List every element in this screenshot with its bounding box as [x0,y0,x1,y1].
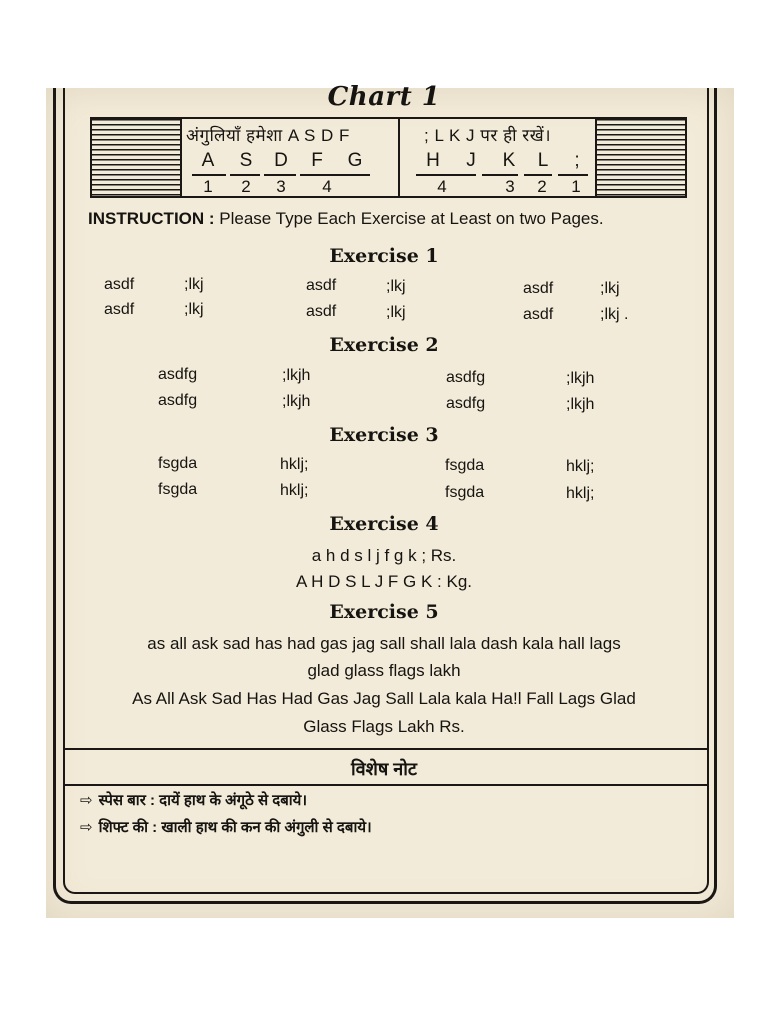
exercise-2-title: Exercise 2 [329,334,439,356]
drill-word: hklj; [280,482,309,499]
special-note-title: विशेष नोट [350,759,418,779]
decorative-stripes-left [92,119,180,196]
key-letter: L [537,150,549,171]
drill-word: asdf [104,276,135,293]
left-hand-keys [182,119,398,196]
arrow-right-icon: ⇨ [80,819,93,836]
key-letter: G [347,150,363,171]
drill-word: asdf [306,277,337,294]
drill-word: ;lkjh [566,370,595,387]
drill-word: hklj; [280,456,309,473]
drill-line: As All Ask Sad Has Had Gas Jag Sall Lala kala Ha!l Fall Lags Glad [132,689,636,708]
finger-number: 3 [276,177,286,196]
drill-word: fsgda [158,455,198,472]
arrow-right-icon: ⇨ [80,792,93,809]
finger-number: 1 [203,177,213,196]
drill-word: ;lkj [386,278,406,295]
key-letter: ; [574,150,580,171]
drill-line: Glass Flags Lakh Rs. [303,717,465,736]
finger-number: 1 [571,177,581,196]
key-letter: J [466,150,476,171]
drill-word: fsgda [158,481,198,498]
key-letter: H [426,150,440,171]
decorative-stripes-right [597,119,685,196]
drill-word: ;lkjh [566,396,595,413]
drill-word: asdf [523,280,554,297]
divider [64,784,708,786]
drill-line: glad glass flags lakh [307,661,461,680]
drill-line: as all ask sad has had gas jag sall shall lala dash kala hall lags [147,634,621,653]
drill-word: asdf [104,301,135,318]
drill-word: ;lkj [184,301,204,318]
drill-word: asdfg [446,395,486,412]
drill-word: ;lkj [386,304,406,321]
right-hand-keys [400,119,599,196]
drill-word: asdf [523,306,554,323]
special-note-item: ⇨ स्पेस बार : दायें हाथ के अंगूठे से दबाये। [80,792,308,809]
drill-word: fsgda [445,457,485,474]
special-note-item: ⇨ शिफ्ट की : खाली हाथ की कन की अंगुली से दबाये। [80,819,372,836]
drill-word: ;lkj [184,276,204,293]
finger-number: 4 [437,177,447,196]
divider [64,748,708,750]
drill-word: hklj; [566,458,595,475]
drill-word: fsgda [445,484,485,501]
instruction-text: Please Type Each Exercise at Least on two Pages. [219,209,604,228]
drill-line: a h d s l j f g k ; Rs. [311,546,457,565]
drill-word: ;lkjh [282,393,311,410]
drill-line: A H D S L J F G K : Kg. [295,572,473,591]
finger-number: 3 [505,177,515,196]
exercise-4-title: Exercise 4 [329,513,439,535]
key-letter: F [311,150,323,171]
key-letter: A [201,150,215,171]
key-letter: K [502,150,516,171]
instruction-label: INSTRUCTION : [88,209,215,228]
drill-word: asdfg [446,369,486,386]
left-hand-heading: अंगुलियाँ हमेशा A S D F [186,126,350,145]
exercise-5-title: Exercise 5 [329,601,439,623]
drill-word: ;lkj [600,280,620,297]
finger-number: 2 [537,177,547,196]
exercise-3-title: Exercise 3 [329,424,439,446]
drill-word: ;lkj . [600,306,629,323]
drill-word: asdfg [158,366,198,383]
exercise-1-title: Exercise 1 [329,245,439,267]
home-row-key-chart [90,117,687,198]
key-letter: D [274,150,288,171]
instruction [88,209,604,229]
chart-title: Chart 1 [327,82,441,112]
drill-word: asdf [306,303,337,320]
finger-number: 2 [241,177,251,196]
drill-word: ;lkjh [282,367,311,384]
finger-number: 4 [322,177,332,196]
drill-word: asdfg [158,392,198,409]
right-hand-heading: ; L K J पर ही रखें। [424,126,552,145]
drill-word: hklj; [566,485,595,502]
key-letter: S [239,150,253,171]
